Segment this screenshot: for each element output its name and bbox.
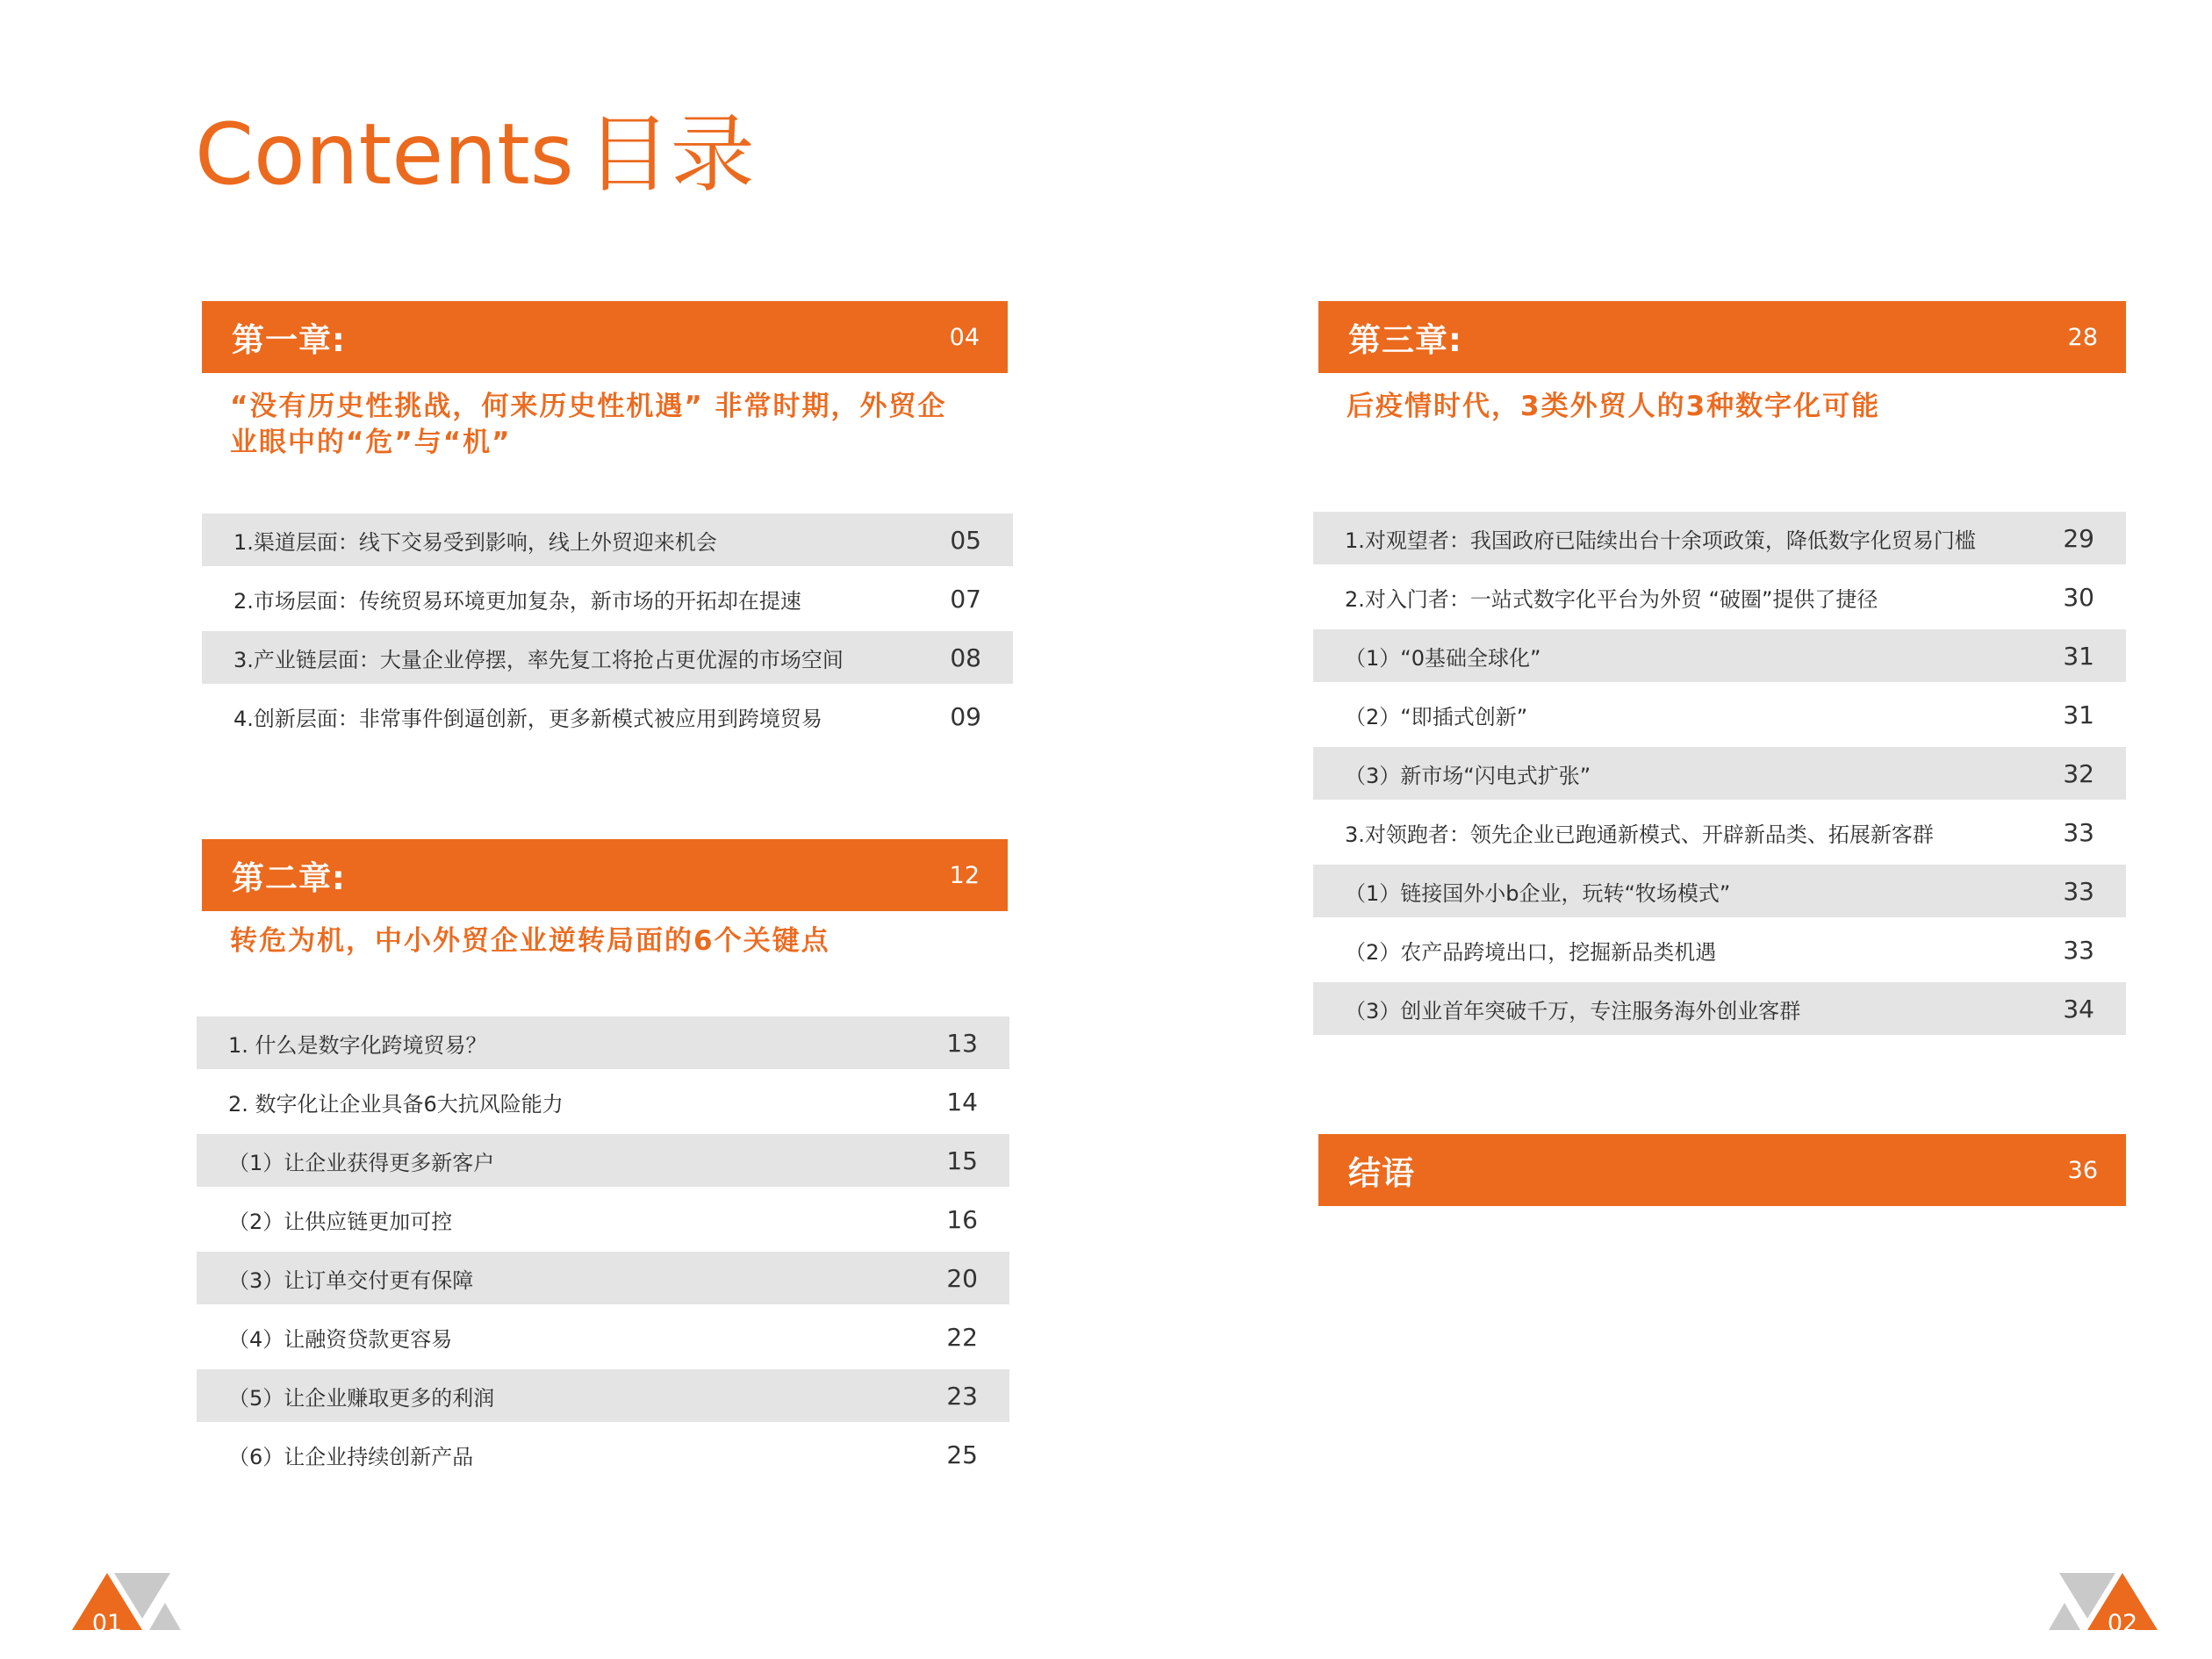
toc-entry-title: （2）让供应链更加可控 [228,1209,453,1234]
toc-entry[interactable] [197,1075,1009,1128]
toc-entry[interactable] [202,514,1013,566]
toc-entry[interactable] [202,631,1013,684]
chapter-1-subtitle-line-1: “没有历史性挑战，何来历史性机遇” 非常时期，外贸企 [230,391,947,422]
chapter-2-page: 12 [949,861,980,889]
toc-entry-title: 2.市场层面：传统贸易环境更加复杂，新市场的开拓却在提速 [233,588,801,614]
chapter-2-label: 第二章: [232,859,346,897]
toc-entry-title: 1.渠道层面：线下交易受到影响，线上外贸迎来机会 [233,529,717,555]
page-title [195,105,755,204]
toc-entry-page: 07 [950,584,981,614]
toc-entry-page: 16 [946,1204,978,1234]
toc-entry-title: （2）农产品跨境出口，挖掘新品类机遇 [1345,939,1717,965]
toc-entry-page: 23 [946,1381,978,1411]
conclusion-header[interactable] [1318,1134,2126,1206]
left-page-number: 01 [91,1610,123,1637]
toc-entry-page: 20 [946,1263,978,1293]
toc-entry-title: 3.对领跑者：领先企业已跑通新模式、开辟新品类、拓展新客群 [1345,822,1934,847]
left-page-corner [61,1566,193,1645]
toc-entry-page: 14 [946,1087,978,1117]
toc-entry[interactable] [1313,512,2126,564]
conclusion-label: 结语 [1348,1154,1415,1192]
toc-entry[interactable] [197,1252,1009,1304]
toc-entry[interactable] [202,690,1013,743]
toc-entry-page: 33 [2063,935,2094,965]
chapter-3-page: 28 [2067,323,2098,351]
toc-entry[interactable] [1313,747,2126,800]
chapter-1-subtitle-line-2: 业眼中的“危”与“机” [230,427,512,458]
toc-entry-page: 25 [946,1440,978,1469]
toc-entry-title: （2）“即插式创新” [1345,704,1528,729]
toc-entry-title: （3）让订单交付更有保障 [228,1268,474,1293]
toc-entry-title: （3）创业首年突破千万，专注服务海外创业客群 [1345,998,1801,1023]
toc-entry-page: 30 [2063,582,2094,612]
toc-entry-page: 29 [2063,523,2094,553]
right-page-number: 02 [2107,1610,2138,1637]
toc-entry-title: 2. 数字化让企业具备6大抗风险能力 [228,1091,564,1117]
toc-entry-title: （6）让企业持续创新产品 [228,1444,474,1469]
toc-entry[interactable] [197,1016,1009,1069]
toc-entry[interactable] [1313,865,2126,917]
toc-entry-page: 33 [2063,876,2094,906]
toc-entry-title: （3）新市场“闪电式扩张” [1345,763,1591,788]
chapter-3-header[interactable] [1318,301,2126,373]
toc-entry-page: 15 [946,1146,978,1175]
toc-entry-page: 31 [2063,700,2094,729]
chapter-2-list [197,1016,1009,1487]
toc-entry[interactable] [197,1193,1009,1246]
toc-entry-page: 34 [2063,994,2094,1023]
toc-entry-page: 09 [950,701,981,731]
chapter-3-list [1313,512,2126,1041]
toc-entry[interactable] [197,1428,1009,1481]
toc-entry-page: 05 [950,525,981,555]
toc-entry[interactable] [1313,688,2126,741]
toc-entry-title: 3.产业链层面：大量企业停摆，率先复工将抢占更优渥的市场空间 [233,647,844,672]
toc-entry-title: （1）“0基础全球化” [1345,645,1541,671]
toc-entry[interactable] [1313,923,2126,976]
chapter-1-label: 第一章: [232,321,346,359]
toc-entry-title: 4.创新层面：非常事件倒逼创新，更多新模式被应用到跨境贸易 [233,706,822,731]
chapter-1-page: 04 [949,323,980,351]
toc-entry-page: 32 [2063,758,2094,788]
toc-entry-title: 2.对入门者：一站式数字化平台为外贸 “破圈”提供了捷径 [1345,586,1878,612]
toc-entry-title: （1）链接国外小b企业，玩转“牧场模式” [1345,880,1731,906]
toc-entry-title: （4）让融资贷款更容易 [228,1326,453,1352]
right-page-corner [2036,1566,2168,1645]
toc-entry[interactable] [202,572,1013,625]
toc-entry-page: 33 [2063,817,2094,847]
chapter-1-list [202,514,1013,749]
title-chinese: 目录 [585,105,755,204]
toc-entry[interactable] [1313,806,2126,858]
toc-entry-page: 08 [950,643,981,672]
toc-entry[interactable] [1313,629,2126,682]
chapter-2-subtitle: 转危为机，中小外贸企业逆转局面的6个关键点 [230,925,830,957]
title-english: Contents [195,105,574,204]
toc-entry-title: （1）让企业获得更多新客户 [228,1150,495,1175]
toc-entry[interactable] [1313,571,2126,623]
chapter-3-label: 第三章: [1348,321,1462,359]
toc-entry[interactable] [197,1311,1009,1363]
toc-entry[interactable] [197,1369,1009,1422]
toc-entry-title: （5）让企业赚取更多的利润 [228,1385,495,1411]
toc-entry-page: 31 [2063,641,2094,671]
toc-entry[interactable] [1313,982,2126,1035]
chapter-2-header[interactable] [202,839,1008,911]
toc-entry-title: 1. 什么是数字化跨境贸易？ [228,1032,487,1058]
toc-entry-title: 1.对观望者：我国政府已陆续出台十余项政策，降低数字化贸易门槛 [1345,528,1976,553]
chapter-3-subtitle: 后疫情时代，3类外贸人的3种数字化可能 [1347,391,1881,422]
conclusion-page: 36 [2067,1156,2098,1184]
toc-entry-page: 22 [946,1322,978,1352]
toc-entry-page: 13 [946,1028,978,1058]
toc-entry[interactable] [197,1134,1009,1187]
chapter-1-header[interactable] [202,301,1008,373]
chapter-1-subtitle [230,389,1020,461]
